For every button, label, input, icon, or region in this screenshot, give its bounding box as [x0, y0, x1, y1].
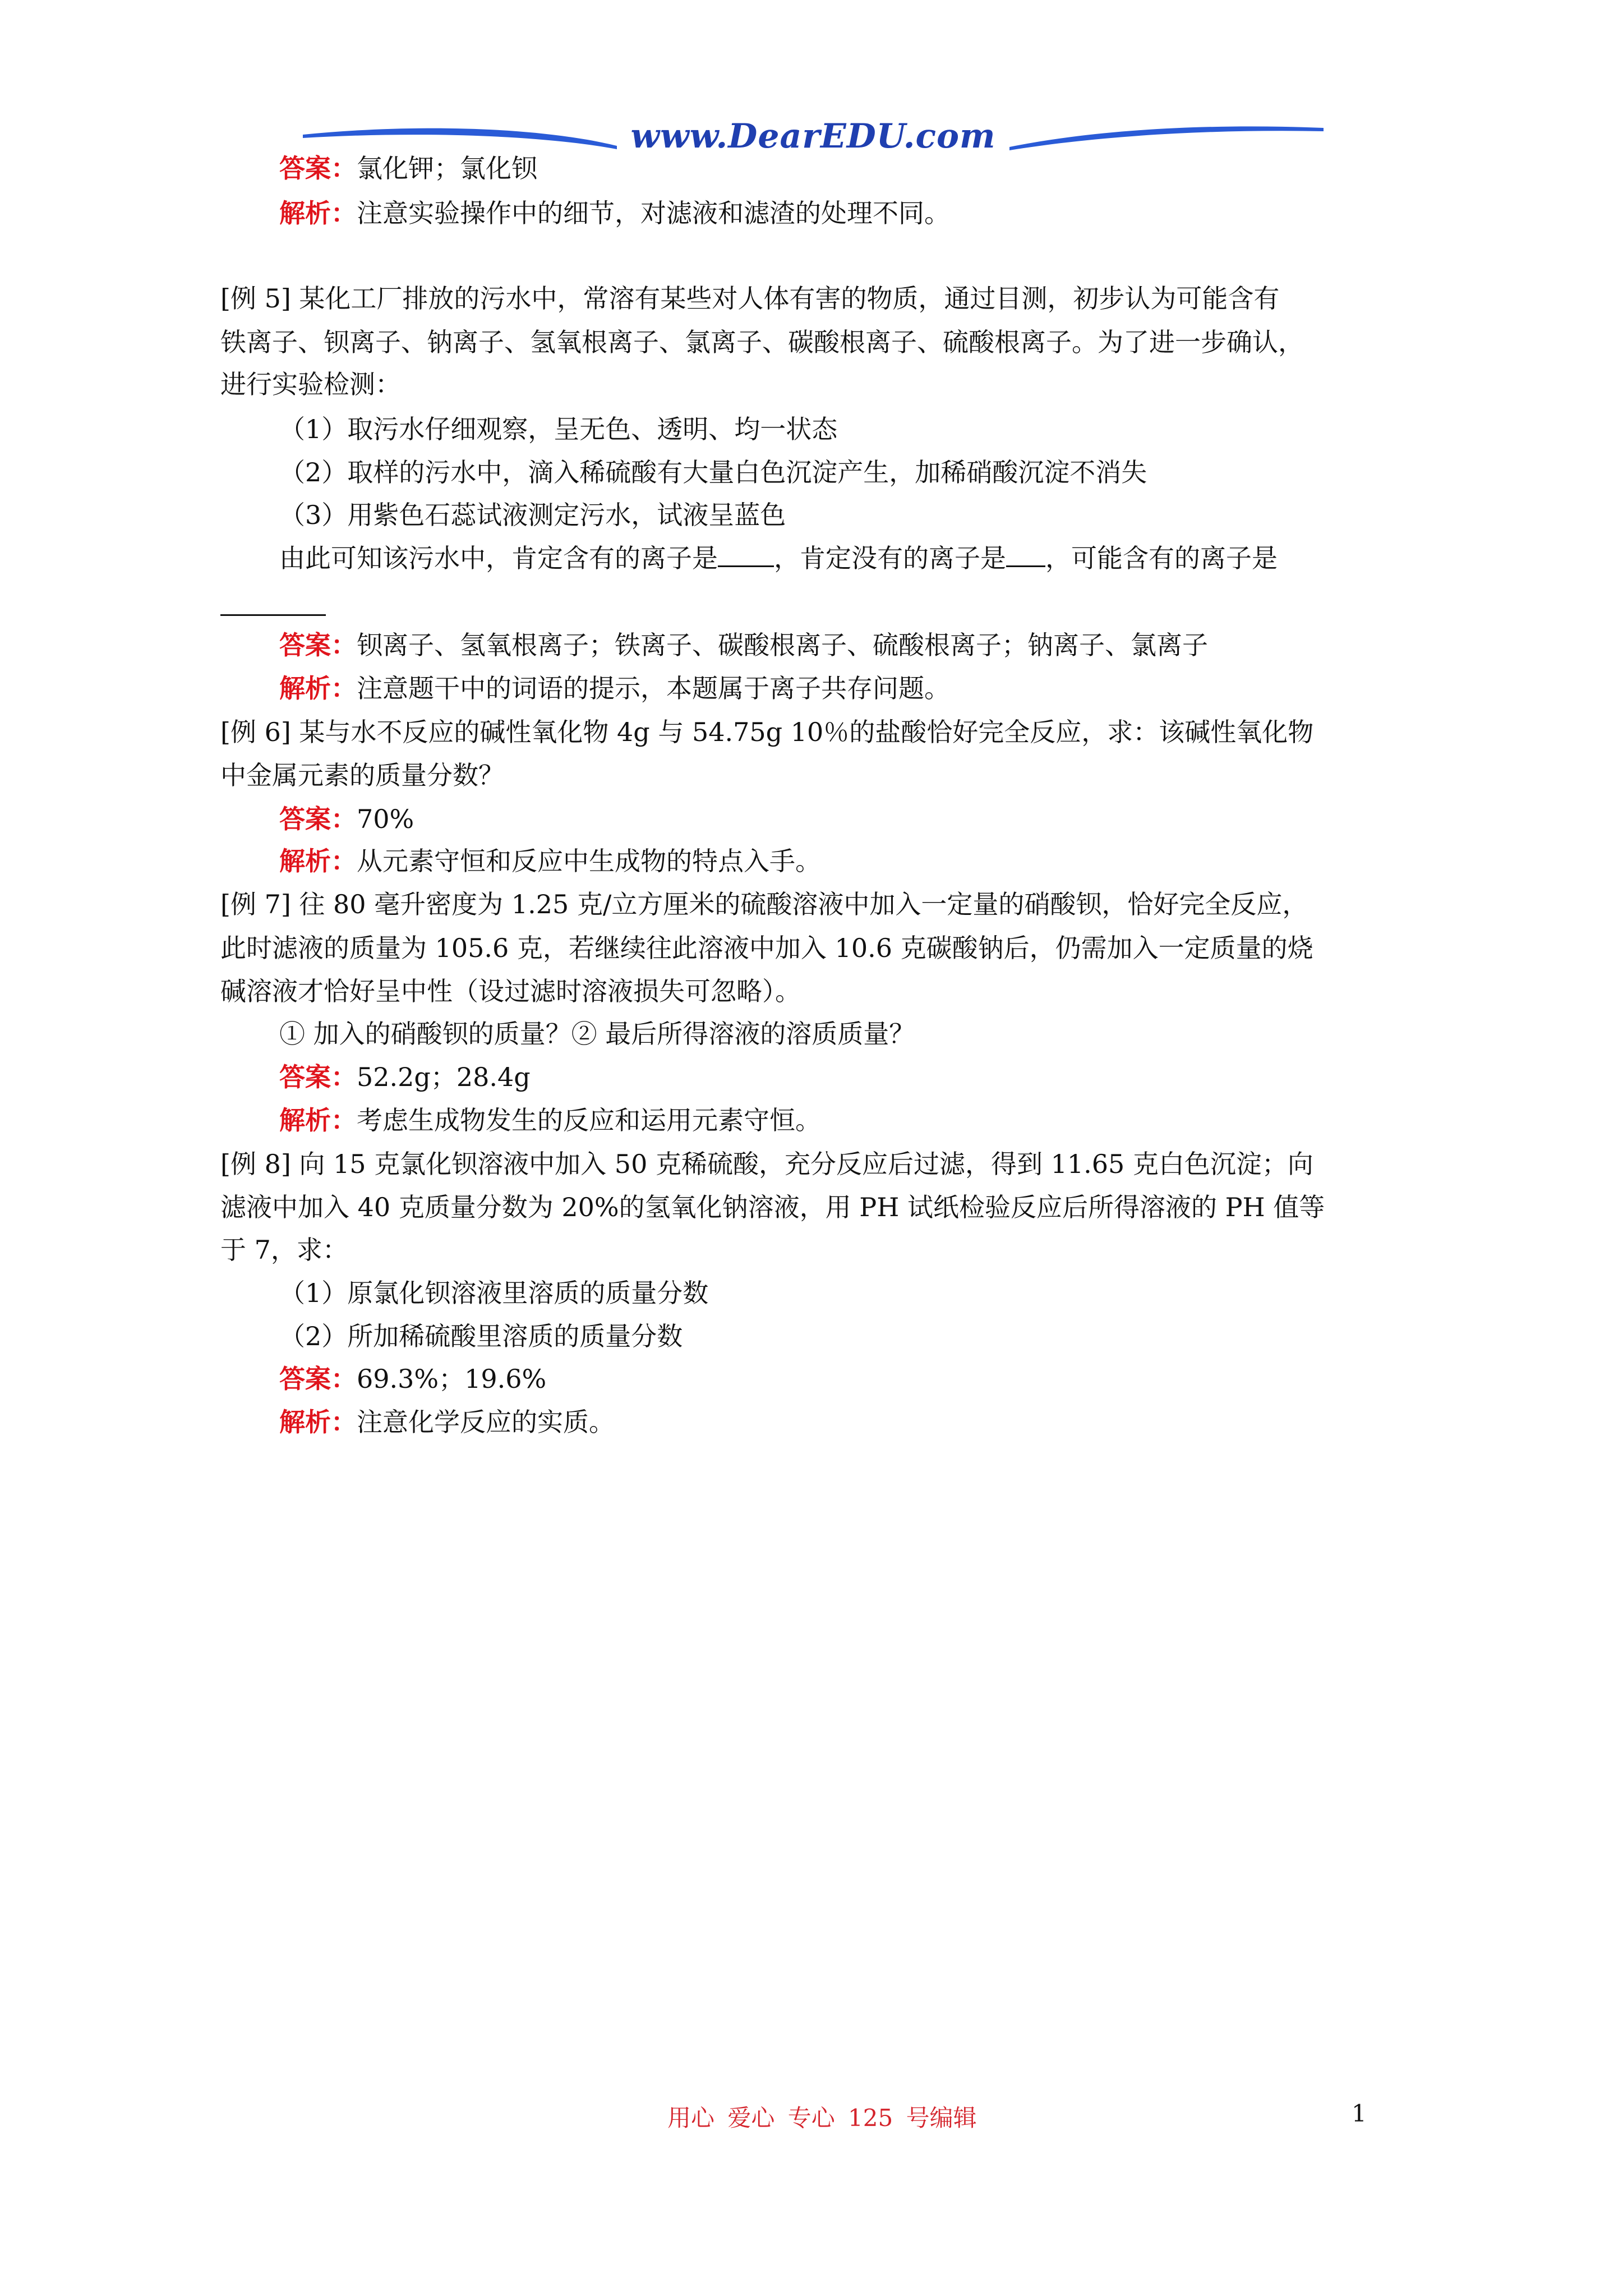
- example-7-line-1: [例 7] 往 80 毫升密度为 1.25 克/立方厘米的硫酸溶液中加入一定量的硝酸钡，恰好完全反应，: [220, 889, 1308, 919]
- analysis-label: 解析：: [279, 1105, 357, 1135]
- answer-line: [279, 802, 414, 836]
- analysis-text: 注意实验操作中的细节，对滤液和滤渣的处理不同。: [357, 198, 950, 228]
- answer-label: 答案：: [279, 804, 357, 834]
- example-6-line-2: 中金属元素的质量分数？: [220, 760, 504, 790]
- analysis-text: 从元素守恒和反应中生成物的特点入手。: [357, 846, 821, 876]
- answer-line: [279, 628, 1208, 662]
- analysis-line: [279, 671, 950, 705]
- question-text-c: ，可能含有的离子是: [1045, 543, 1278, 573]
- analysis-label: 解析：: [279, 198, 357, 228]
- fill-blank-1: [718, 543, 774, 567]
- answer-text: 69.3%；19.6%: [357, 1364, 547, 1394]
- example-8-line-2: 滤液中加入 40 克质量分数为 20%的氢氧化钠溶液，用 PH 试纸检验反应后所得溶液的 PH 值等: [220, 1192, 1325, 1222]
- example-8-line-3: 于 7，求：: [220, 1235, 348, 1265]
- answer-label: 答案：: [279, 1364, 357, 1394]
- analysis-line: [279, 844, 821, 878]
- answer-line: [279, 151, 537, 185]
- fill-blank-3: [220, 614, 326, 616]
- example-5-step-2: （2）取样的污水中，滴入稀硫酸有大量白色沉淀产生，加稀硝酸沉淀不消失: [279, 457, 1147, 487]
- analysis-text: 注意化学反应的实质。: [357, 1407, 615, 1437]
- header-site-name: www.DearEDU.com: [630, 117, 996, 156]
- answer-line: [279, 1060, 531, 1094]
- analysis-line: [279, 196, 950, 230]
- example-6-line-1: [例 6] 某与水不反应的碱性氧化物 4g 与 54.75g 10％的盐酸恰好完全反应，求：该碱性氧化物: [220, 717, 1314, 747]
- example-7-line-2: 此时滤液的质量为 105.6 克，若继续往此溶液中加入 10.6 克碳酸钠后，仍需加入一定质量的烧: [220, 933, 1313, 963]
- answer-text: 52.2g；28.4g: [357, 1062, 531, 1092]
- answer-label: 答案：: [279, 1062, 357, 1092]
- analysis-line: [279, 1103, 821, 1137]
- example-8-step-1: （1）原氯化钡溶液里溶质的质量分数: [279, 1278, 709, 1308]
- answer-label: 答案：: [279, 630, 357, 660]
- analysis-text: 注意题干中的词语的提示，本题属于离子共存问题。: [357, 673, 950, 703]
- footer-text: 用心 爱心 专心 125 号编辑: [667, 2104, 977, 2132]
- question-text-a: 由此可知该污水中，肯定含有的离子是: [279, 543, 718, 573]
- example-5-step-3: （3）用紫色石蕊试液测定污水，试液呈蓝色: [279, 500, 786, 530]
- example-7-questions: ① 加入的硝酸钡的质量？② 最后所得溶液的溶质质量？: [279, 1019, 915, 1049]
- analysis-label: 解析：: [279, 846, 357, 876]
- analysis-label: 解析：: [279, 673, 357, 703]
- example-5-question: [279, 541, 1278, 575]
- answer-text: 钡离子、氢氧根离子；铁离子、碳酸根离子、硫酸根离子；钠离子、氯离子: [357, 630, 1208, 660]
- page-number: 1: [1352, 2100, 1367, 2127]
- question-text-b: ，肯定没有的离子是: [774, 543, 1006, 573]
- example-5-step-1: （1）取污水仔细观察，呈无色、透明、均一状态: [279, 414, 838, 444]
- example-8-step-2: （2）所加稀硫酸里溶质的质量分数: [279, 1321, 683, 1351]
- answer-text: 氯化钾；氯化钡: [357, 153, 537, 183]
- answer-text: 70%: [357, 804, 414, 834]
- example-7-line-3: 碱溶液才恰好呈中性（设过滤时溶液损失可忽略）。: [220, 976, 801, 1006]
- answer-line: [279, 1362, 546, 1396]
- answer-label: 答案：: [279, 153, 357, 183]
- analysis-label: 解析：: [279, 1407, 357, 1437]
- example-5-line-1: [例 5] 某化工厂排放的污水中，常溶有某些对人体有害的物质，通过目测，初步认为可能含有: [220, 283, 1280, 314]
- fill-blank-2: [1006, 543, 1045, 567]
- analysis-text: 考虑生成物发生的反应和运用元素守恒。: [357, 1105, 821, 1135]
- analysis-line: [279, 1405, 615, 1439]
- example-5-line-3: 进行实验检测：: [220, 369, 401, 399]
- example-8-line-1: [例 8] 向 15 克氯化钡溶液中加入 50 克稀硫酸，充分反应后过滤，得到 11.65 克白色沉淀；向: [220, 1149, 1313, 1179]
- example-5-line-2: 铁离子、钡离子、钠离子、氢氧根离子、氯离子、碳酸根离子、硫酸根离子。为了进一步确认，: [220, 327, 1304, 357]
